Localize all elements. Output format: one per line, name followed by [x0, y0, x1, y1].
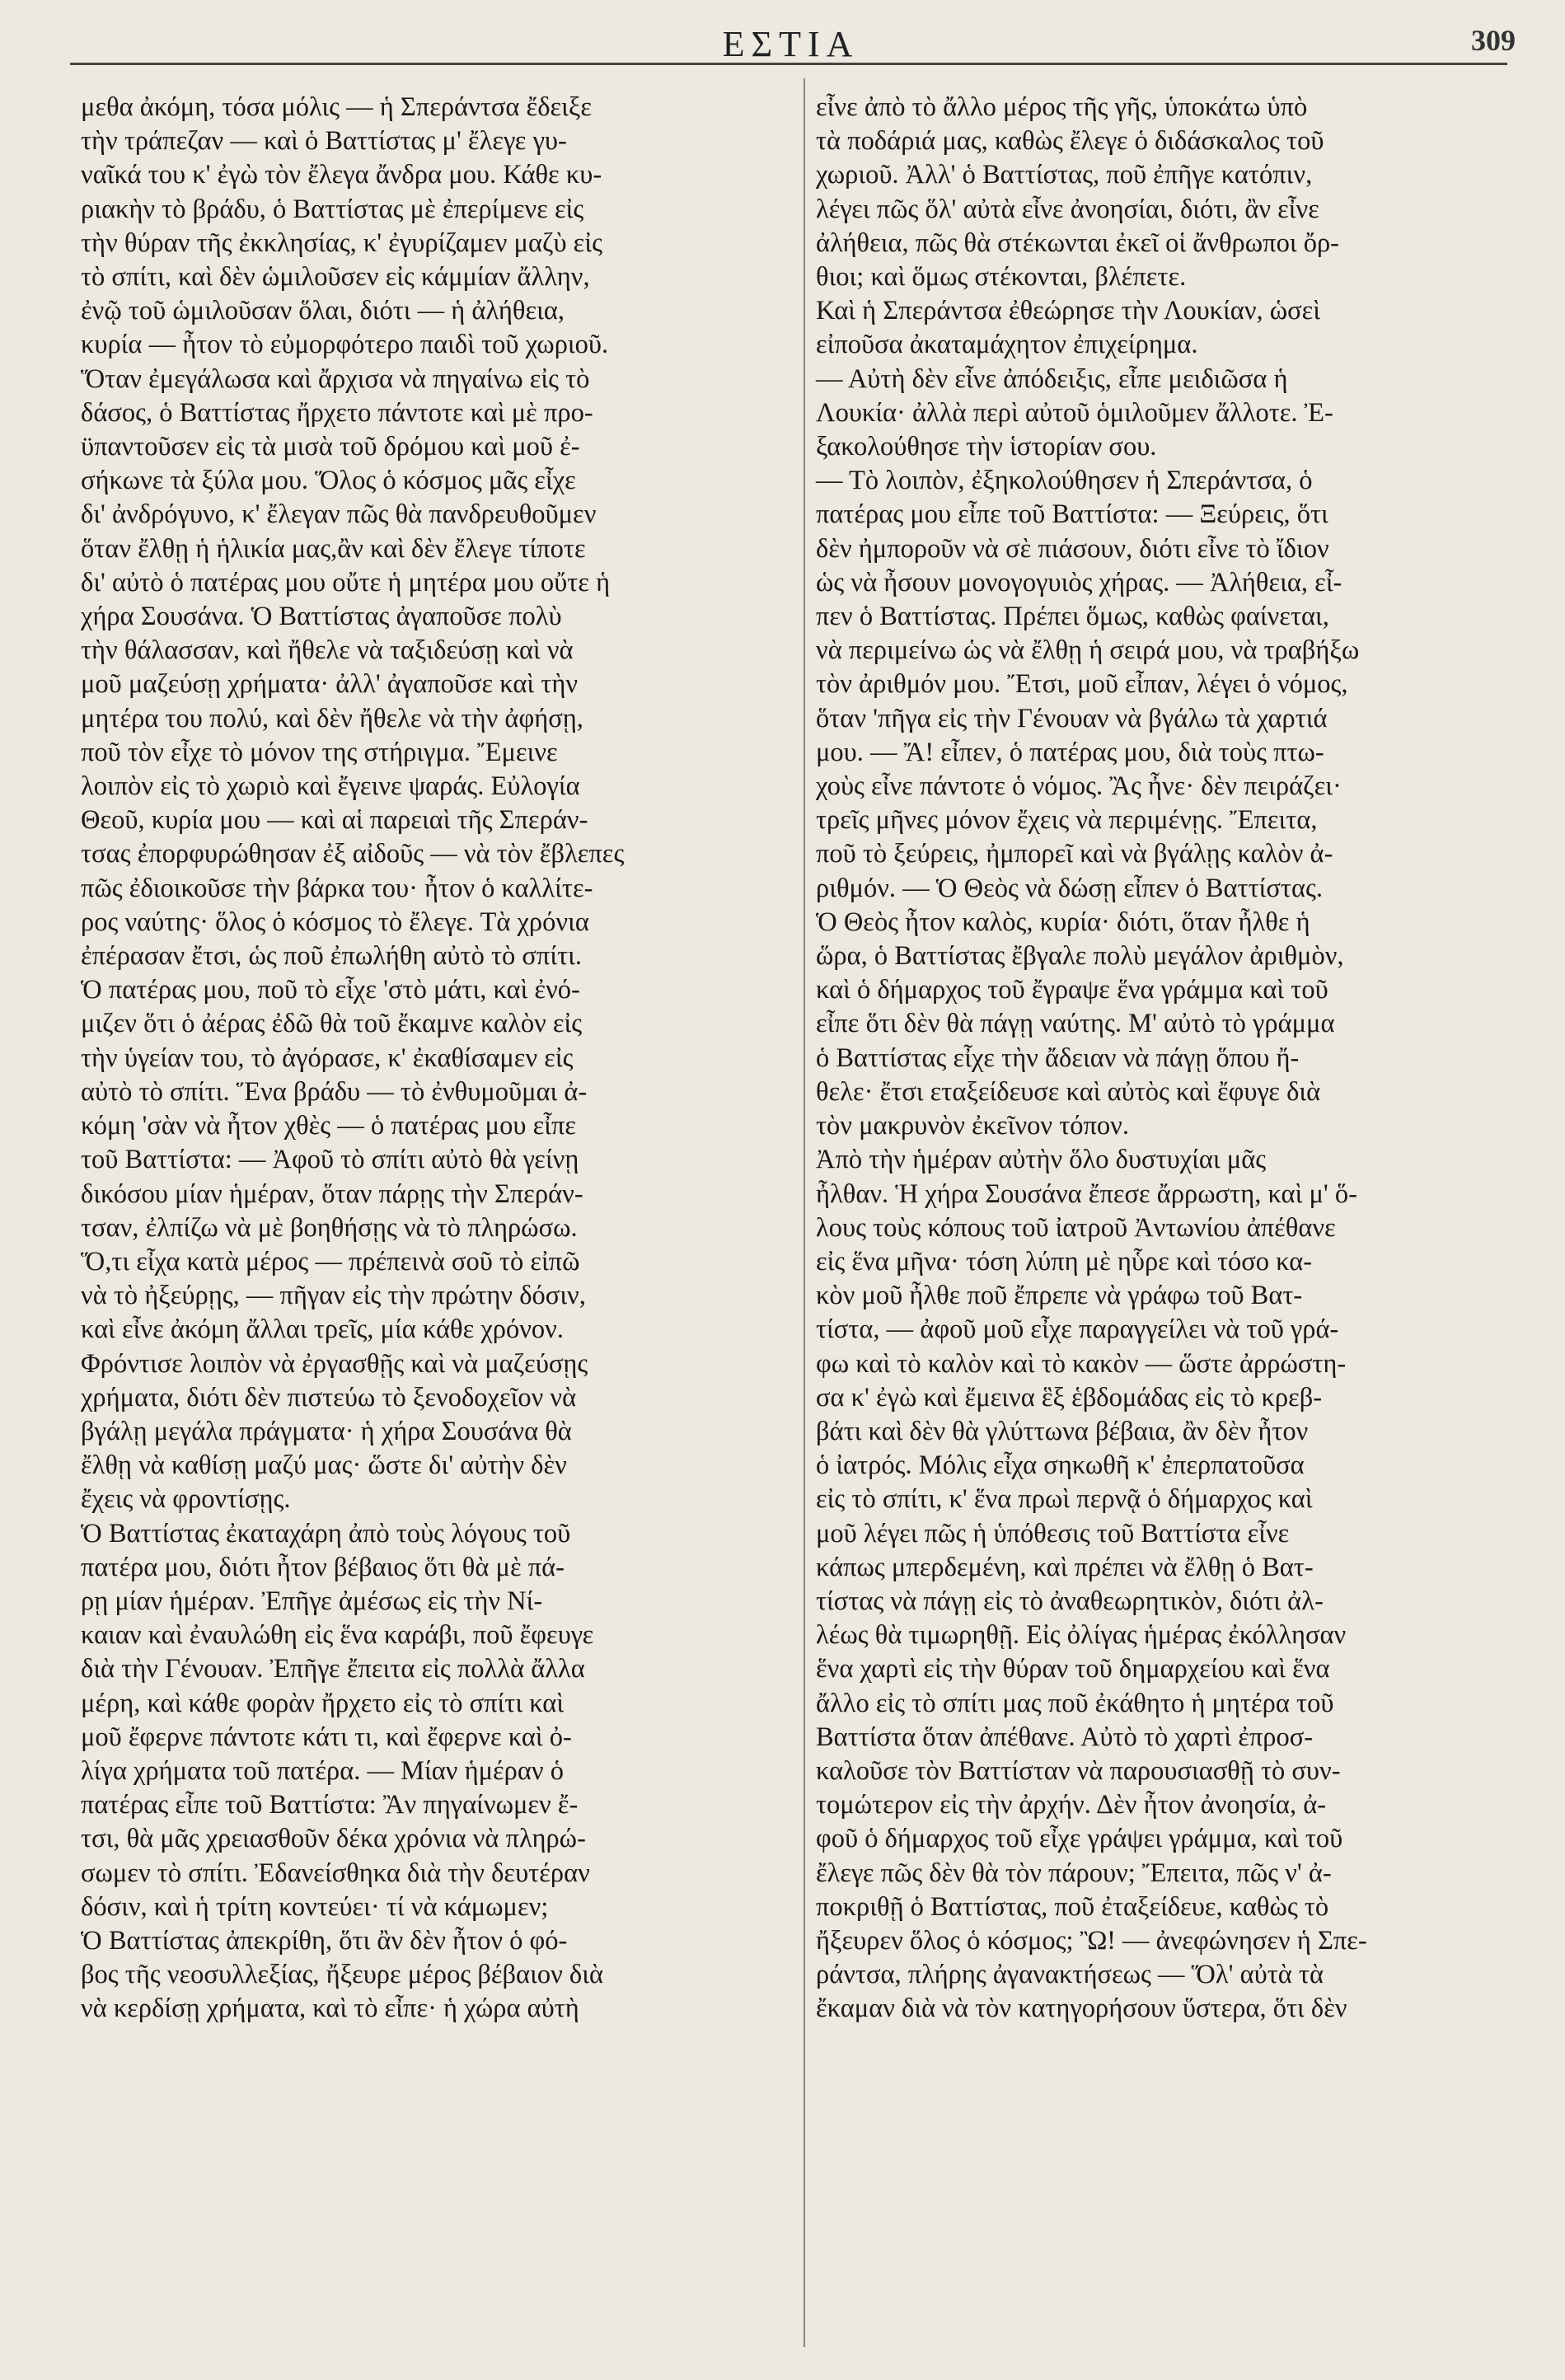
- text-line: φω καὶ τὸ καλὸν καὶ τὸ κακὸν — ὥστε ἀρρώστη-: [816, 1348, 1347, 1379]
- text-line: τὸ σπίτι, καὶ δὲν ὡμιλοῦσεν εἰς κάμμίαν ἄλλην,: [81, 262, 590, 293]
- text-line: σήκωνε τὰ ξύλα μου. Ὅλος ὁ κόσμος μᾶς εἶχε: [81, 466, 576, 496]
- text-line: μεθα ἀκόμη, τόσα μόλις — ἡ Σπεράντσα ἔδειξε: [81, 92, 593, 122]
- page-header: [66, 23, 1516, 64]
- text-line: μοῦ λέγει πῶς ἡ ὑπόθεσις τοῦ Βαττίστα εἶνε: [816, 1518, 1290, 1548]
- text-line: Ἀπὸ τὴν ἡμέραν αὐτὴν ὅλο δυστυχίαι μᾶς: [816, 1145, 1267, 1175]
- text-line: τσι, θὰ μᾶς χρειασθοῦν δέκα χρόνια νὰ πληρώ-: [81, 1824, 586, 1854]
- text-line: δικόσου μίαν ἡμέραν, ὅταν πάρῃς τὴν Σπεράν-: [81, 1178, 583, 1209]
- text-line: τσας ἐπορφυρώθησαν ἐξ αἰδοῦς — νὰ τὸν ἔβλεπες: [81, 839, 625, 869]
- text-line: καιαν καὶ ἐναυλώθη εἰς ἕνα καράβι, ποῦ ἔφευγε: [81, 1620, 594, 1651]
- text-line: ναῖκά του κ' ἐγὼ τὸν ἔλεγα ἄνδρα μου. Κάθε κυ-: [81, 160, 602, 190]
- text-line: Βαττίστα ὅταν ἀπέθανε. Αὐτὸ τὸ χαρτὶ ἐπροσ-: [816, 1722, 1314, 1752]
- text-line: ρος ναύτης· ὅλος ὁ κόσμος τὸ ἔλεγε. Τὰ χρόνια: [81, 907, 589, 937]
- text-line: χοὺς εἶνε πάντοτε ὁ νόμος. Ἂς ἦνε· δὲν πειράζει·: [816, 771, 1342, 802]
- text-line: καὶ ὁ δήμαρχος τοῦ ἔγραψε ἕνα γράμμα καὶ τοῦ: [816, 975, 1328, 1005]
- text-line: ριθμόν. — Ὁ Θεὸς νὰ δώσῃ εἶπεν ὁ Βαττίστας.: [816, 873, 1323, 903]
- text-line: ἤξευρεν ὅλος ὁ κόσμος; Ὢ! — ἀνεφώνησεν ἡ Σπε-: [816, 1925, 1367, 1956]
- text-line: ἕνα χαρτὶ εἰς τὴν θύραν τοῦ δημαρχείου καὶ ἕνα: [816, 1654, 1330, 1684]
- text-line: τὴν ὑγείαν του, τὸ ἀγόρασε, κ' ἐκαθίσαμεν εἰς: [81, 1042, 574, 1073]
- text-line: δὲν ἠμποροῦν νὰ σὲ πιάσουν, διότι εἶνε τὸ ἴδιον: [816, 533, 1329, 564]
- text-line: ἦλθαν. Ἡ χήρα Σουσάνα ἔπεσε ἄρρωστη, καὶ μ' ὅ-: [816, 1178, 1357, 1209]
- text-line: τὰ ποδάριά μας, καθὼς ἔλεγε ὁ διδάσκαλος τοῦ: [816, 126, 1324, 157]
- text-line: θελε· ἔτσι εταξείδευσε καὶ αὐτὸς καὶ ἔφυγε διὰ: [816, 1076, 1321, 1107]
- text-line: βάτι καὶ δὲν θὰ γλύττωνα βέβαια, ἂν δὲν ἦτον: [816, 1416, 1309, 1446]
- page-number: 309: [1471, 24, 1516, 57]
- text-line: ράντσα, πλήρης ἀγανακτήσεως — Ὅλ' αὐτὰ τὰ: [816, 1960, 1324, 1990]
- text-line: πατέρα μου, διότι ἦτον βέβαιος ὅτι θὰ μὲ πά-: [81, 1552, 565, 1582]
- text-line: αὐτὸ τὸ σπίτι. Ἕνα βράδυ — τὸ ἐνθυμοῦμαι ἀ-: [81, 1076, 588, 1107]
- text-line: τὴν θάλασσαν, καὶ ἤθελε νὰ ταξιδεύσῃ καὶ νὰ: [81, 635, 574, 666]
- column-divider: [804, 78, 805, 2347]
- text-line: ἔλθῃ νὰ καθίσῃ μαζύ μας· ὥστε δι' αὐτὴν δὲν: [81, 1450, 567, 1481]
- text-line: πῶς ἐδιοικοῦσε τὴν βάρκα του· ἦτον ὁ καλλίτε-: [81, 873, 593, 903]
- text-line: ρῃ μίαν ἡμέραν. Ἐπῆγε ἀμέσως εἰς τὴν Νί-: [81, 1586, 543, 1616]
- text-line: εἰς ἕνα μῆνα· τόση λύπη μὲ ηὗρε καὶ τόσο κα-: [816, 1246, 1313, 1277]
- text-line: τίστα, — ἀφοῦ μοῦ εἶχε παραγγείλει νὰ τοῦ γρά-: [816, 1314, 1339, 1345]
- publication-title: ΕΣΤΙΑ: [722, 24, 860, 64]
- text-line: διὰ τὴν Γένουαν. Ἐπῆγε ἔπειτα εἰς πολλὰ ἄλλα: [81, 1654, 585, 1684]
- text-line: τίστας νὰ πάγῃ εἰς τὸ ἀναθεωρητικὸν, διότι ἀλ-: [816, 1586, 1324, 1616]
- text-line: Ὅταν ἐμεγάλωσα καὶ ἄρχισα νὰ πηγαίνω εἰς τὸ: [81, 363, 590, 394]
- text-line: λίγα χρήματα τοῦ πατέρα. — Μίαν ἡμέραν ὁ: [81, 1755, 564, 1786]
- text-line: λους τοὺς κόπους τοῦ ἰατροῦ Ἀντωνίου ἀπέθανε: [816, 1212, 1336, 1243]
- text-line: μου. — Ἄ! εἶπεν, ὁ πατέρας μου, διὰ τοὺς πτω-: [816, 737, 1324, 767]
- text-line: Ὁ Θεὸς ἦτον καλὸς, κυρία· διότι, ὅταν ἦλθε ἡ: [816, 907, 1310, 937]
- text-line: καὶ εἶνε ἀκόμη ἄλλαι τρεῖς, μία κάθε χρόνον.: [81, 1314, 564, 1345]
- text-line: Φρόντισε λοιπὸν νὰ ἐργασθῇς καὶ νὰ μαζεύσῃς: [81, 1348, 588, 1379]
- text-line: σωμεν τὸ σπίτι. Ἐδανείσθηκα διὰ τὴν δευτέραν: [81, 1858, 590, 1888]
- text-line: βγάλῃ μεγάλα πράγματα· ἡ χήρα Σουσάνα θὰ: [81, 1416, 572, 1446]
- text-line: — Τὸ λοιπὸν, ἐξηκολούθησεν ἡ Σπεράντσα, ὁ: [816, 466, 1313, 496]
- text-line: λέγει πῶς ὅλ' αὐτὰ εἶνε ἀνοησίαι, διότι, ἂν εἶνε: [816, 194, 1319, 224]
- text-line: πατέρας μου εἶπε τοῦ Βαττίστα: — Ξεύρεις, ὅτι: [816, 499, 1328, 530]
- text-line: ἐνῷ τοῦ ὡμιλοῦσαν ὅλαι, διότι — ἡ ἀλήθεια,: [81, 296, 565, 326]
- text-line: Λουκία· ἀλλὰ περὶ αὐτοῦ ὁμιλοῦμεν ἄλλοτε. Ἐ-: [816, 397, 1333, 428]
- text-line: ὅταν ἔλθῃ ἡ ἡλικία μας,ἂν καὶ δὲν ἔλεγε τίποτε: [81, 533, 586, 564]
- text-line: Ὅ,τι εἶχα κατὰ μέρος — πρέπεινὰ σοῦ τὸ εἰπῶ: [81, 1246, 580, 1277]
- text-line: ὁ ἰατρός. Μόλις εἶχα σηκωθῆ κ' ἐπερπατοῦσα: [816, 1450, 1305, 1481]
- text-line: χρήματα, διότι δὲν πιστεύω τὸ ξενοδοχεῖον νὰ: [81, 1382, 577, 1413]
- text-line: λοιπὸν εἰς τὸ χωριὸ καὶ ἔγεινε ψαράς. Εὐλογία: [81, 771, 580, 802]
- text-line: ξακολούθησε τὴν ἱστορίαν σου.: [816, 432, 1157, 462]
- text-line: Ὁ πατέρας μου, ποῦ τὸ εἶχε 'στὸ μάτι, καὶ ἐνό-: [81, 975, 580, 1005]
- text-line: μητέρα του πολύ, καὶ δὲν ἤθελε νὰ τὴν ἀφήσῃ,: [81, 703, 583, 733]
- text-line: λέως θὰ τιμωρηθῇ. Εἰς ὀλίγας ἡμέρας ἐκόλλησαν: [816, 1620, 1347, 1651]
- text-line: τρεῖς μῆνες μόνον ἔχεις νὰ περιμένῃς. Ἔπειτα,: [816, 805, 1318, 836]
- text-line: Ὁ Βαττίστας ἀπεκρίθη, ὅτι ἂν δὲν ἦτον ὁ φό-: [81, 1925, 568, 1956]
- header-rule: [70, 63, 1507, 65]
- text-line: μιζεν ὅτι ὁ ἀέρας ἐδῶ θὰ τοῦ ἔκαμνε καλὸν εἰς: [81, 1009, 583, 1039]
- text-line: ἔχεις νὰ φροντίσῃς.: [81, 1484, 291, 1515]
- text-line: καλοῦσε τὸν Βαττίσταν νὰ παρουσιασθῇ τὸ συν-: [816, 1755, 1341, 1786]
- text-line: ριακὴν τὸ βράδυ, ὁ Βαττίστας μὲ ἐπερίμενε εἰς: [81, 194, 584, 224]
- text-line: τὴν τράπεζαν — καὶ ὁ Βαττίστας μ' ἔλεγε γυ-: [81, 126, 567, 157]
- text-line: Θεοῦ, κυρία μου — καὶ αἱ παρειαὶ τῆς Σπεράν-: [81, 805, 588, 836]
- text-line: Ὁ Βαττίστας ἐκαταχάρη ἀπὸ τοὺς λόγους τοῦ: [81, 1518, 571, 1548]
- text-line: ὁ Βαττίστας εἶχε τὴν ἄδειαν νὰ πάγῃ ὅπου ἤ-: [816, 1042, 1300, 1073]
- text-line: δι' ἀνδρόγυνο, κ' ἔλεγαν πῶς θὰ πανδρευθοῦμεν: [81, 499, 597, 530]
- text-line: τὸν ἀριθμόν μου. Ἔτσι, μοῦ εἶπαν, λέγει ὁ νόμος,: [816, 669, 1348, 700]
- text-line: νὰ κερδίσῃ χρήματα, καὶ τὸ εἶπε· ἡ χώρα αὐτὴ: [81, 1993, 579, 2024]
- text-line: ἐπέρασαν ἔτσι, ὡς ποῦ ἐπωλήθη αὐτὸ τὸ σπίτι.: [81, 941, 582, 972]
- text-line: θιοι; καὶ ὅμως στέκονται, βλέπετε.: [816, 262, 1187, 293]
- left-column: [81, 91, 790, 2026]
- text-line: κυρία — ἦτον τὸ εὐμορφότερο παιδὶ τοῦ χωριοῦ.: [81, 330, 609, 360]
- text-line: τσαν, ἐλπίζω νὰ μὲ βοηθήσῃς νὰ τὸ πληρώσω.: [81, 1212, 578, 1243]
- text-line: πατέρας εἶπε τοῦ Βαττίστα: Ἂν πηγαίνωμεν ἔ-: [81, 1790, 579, 1820]
- text-line: σα κ' ἐγὼ καὶ ἔμεινα ἓξ ἑβδομάδας εἰς τὸ κρεβ-: [816, 1382, 1323, 1413]
- text-line: τὴν θύραν τῆς ἐκκλησίας, κ' ἐγυρίζαμεν μαζὺ εἰς: [81, 227, 602, 258]
- text-line: ὅταν 'πῆγα εἰς τὴν Γένουαν νὰ βγάλω τὰ χαρτιά: [816, 703, 1328, 733]
- text-line: εἶπε ὅτι δὲν θὰ πάγῃ ναύτης. Μ' αὐτὸ τὸ γράμμα: [816, 1009, 1335, 1039]
- text-line: νὰ περιμείνω ὡς νὰ ἔλθῃ ἡ σειρά μου, νὰ τραβήξω: [816, 635, 1360, 666]
- text-line: εἰποῦσα ἀκαταμάχητον ἐπιχείρημα.: [816, 330, 1198, 360]
- text-line: εἶνε ἀπὸ τὸ ἄλλο μέρος τῆς γῆς, ὑποκάτω ὑπὸ: [816, 92, 1308, 122]
- text-line: μέρη, καὶ κάθε φορὰν ἤρχετο εἰς τὸ σπίτι καὶ: [81, 1688, 565, 1718]
- text-line: χήρα Σουσάνα. Ὁ Βαττίστας ἀγαποῦσε πολὺ: [81, 602, 562, 632]
- text-line: ὡς νὰ ἦσουν μονογογυιὸς χήρας. — Ἀλήθεια, εἶ-: [816, 567, 1342, 597]
- text-line: βος τῆς νεοσυλλεξίας, ἤξευρε μέρος βέβαιον διὰ: [81, 1960, 603, 1990]
- text-line: χωριοῦ. Ἀλλ' ὁ Βαττίστας, ποῦ ἐπῆγε κατόπιν,: [816, 160, 1313, 190]
- text-line: δάσος, ὁ Βαττίστας ἤρχετο πάντοτε καὶ μὲ προ-: [81, 397, 593, 428]
- text-line: — Αὐτὴ δὲν εἶνε ἀπόδειξις, εἶπε μειδιῶσα ἡ: [816, 363, 1288, 394]
- text-line: ἔλεγε πῶς δὲν θὰ τὸν πάρουν; Ἔπειτα, πῶς ν' ἀ-: [816, 1858, 1332, 1888]
- text-line: φοῦ ὁ δήμαρχος τοῦ εἶχε γράψει γράμμα, καὶ τοῦ: [816, 1824, 1343, 1854]
- text-line: ϋπαντοῦσεν εἰς τὰ μισὰ τοῦ δρόμου καὶ μοῦ ἐ-: [81, 432, 580, 462]
- text-line: ὥρα, ὁ Βαττίστας ἔβγαλε πολὺ μεγάλον ἀριθμὸν,: [816, 941, 1344, 972]
- text-line: ποκριθῇ ὁ Βαττίστας, ποῦ ἐταξείδευε, καθὼς τὸ: [816, 1891, 1329, 1922]
- text-line: δόσιν, καὶ ἡ τρίτη κοντεύει· τί νὰ κάμωμεν;: [81, 1891, 549, 1922]
- text-line: κάπως μπερδεμένη, καὶ πρέπει νὰ ἔλθῃ ὁ Βατ-: [816, 1552, 1314, 1582]
- text-line: κόμη 'σὰν νὰ ἦτον χθὲς — ὁ πατέρας μου εἶπε: [81, 1111, 577, 1141]
- text-line: ἔκαμαν διὰ νὰ τὸν κατηγορήσουν ὕστερα, ὅτι δὲν: [816, 1993, 1347, 2024]
- text-line: Καὶ ἡ Σπεράντσα ἐθεώρησε τὴν Λουκίαν, ὡσεὶ: [816, 296, 1321, 326]
- text-line: δι' αὐτὸ ὁ πατέρας μου οὔτε ἡ μητέρα μου οὔτε ἡ: [81, 567, 611, 597]
- text-line: τομώτερον εἰς τὴν ἀρχήν. Δὲν ἦτον ἀνοησία, ἀ-: [816, 1790, 1327, 1820]
- text-line: τοῦ Βαττίστα: — Ἀφοῦ τὸ σπίτι αὐτὸ θὰ γείνῃ: [81, 1145, 579, 1175]
- text-line: ποῦ τὸν εἶχε τὸ μόνον της στήριγμα. Ἔμεινε: [81, 737, 558, 767]
- text-line: μοῦ ἔφερνε πάντοτε κάτι τι, καὶ ἔφερνε καὶ ὀ-: [81, 1722, 572, 1752]
- text-line: νὰ τὸ ἠξεύρῃς, — πῆγαν εἰς τὴν πρώτην δόσιν,: [81, 1281, 586, 1311]
- text-line: ἀλήθεια, πῶς θὰ στέκωνται ἐκεῖ οἱ ἄνθρωποι ὄρ-: [816, 227, 1339, 258]
- text-line: εἰς τὸ σπίτι, κ' ἕνα πρωὶ περνᾷ ὁ δήμαρχος καὶ: [816, 1484, 1313, 1515]
- text-line: μοῦ μαζεύσῃ χρήματα· ἀλλ' ἀγαποῦσε καὶ τὴν: [81, 669, 579, 700]
- text-line: ποῦ τὸ ξεύρεις, ἠμπορεῖ καὶ νὰ βγάλῃς καλὸν ἀ-: [816, 839, 1333, 869]
- text-line: ἄλλο εἰς τὸ σπίτι μας ποῦ ἐκάθητο ἡ μητέρα τοῦ: [816, 1688, 1334, 1718]
- text-line: πεν ὁ Βαττίστας. Πρέπει ὅμως, καθὼς φαίνεται,: [816, 602, 1329, 632]
- right-column: [816, 91, 1525, 2026]
- text-line: τὸν μακρυνὸν ἐκεῖνον τόπον.: [816, 1111, 1130, 1141]
- text-line: κὸν μοῦ ἦλθε ποῦ ἔπρεπε νὰ γράφω τοῦ Βατ-: [816, 1281, 1303, 1311]
